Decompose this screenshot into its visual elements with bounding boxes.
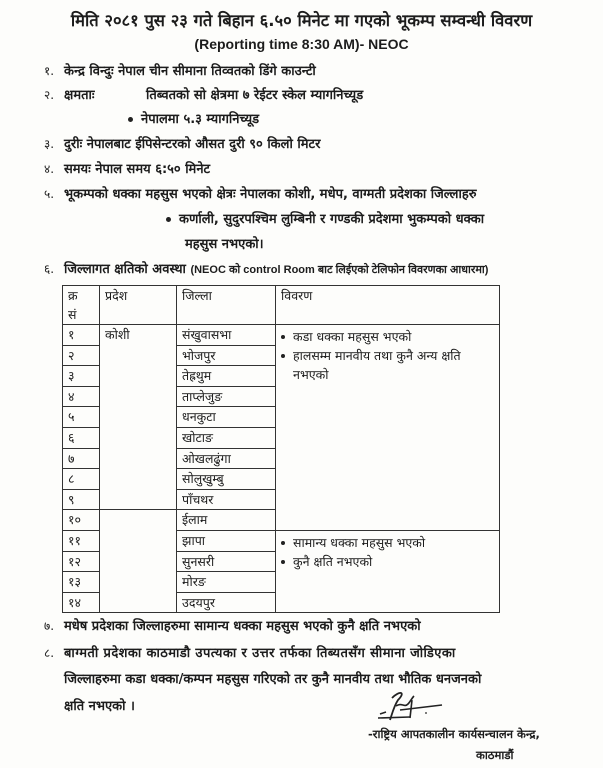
description-item [281, 533, 494, 552]
item-number: २. [44, 88, 55, 102]
item-text: दुरीः नेपालबाट ईपिसेन्टरको औसत दुरी ९० किलो मिटर [64, 137, 321, 152]
item-number: ४. [44, 162, 55, 176]
header-province: प्रदेश [100, 286, 177, 325]
issuing-city: काठमाडौं [476, 748, 514, 762]
description-text: कुनै क्षति नभएको [293, 553, 373, 569]
row-district: झापा [177, 530, 276, 551]
row-sn: ६ [63, 427, 100, 448]
table-row [63, 325, 500, 346]
item-text: मधेष प्रदेशका जिल्लाहरुमा सामान्य धक्का महसुस भएको कुनै क्षति नभएको [64, 619, 421, 634]
item-number: ३. [44, 137, 55, 151]
description-item [281, 552, 494, 571]
document-title: मिति २०८१ पुस २३ गते बिहान ६.५० मिनेट मा गएको भूकम्प सम्वन्धी विवरण [70, 11, 533, 30]
item-text: समयः नेपाल समय ६:५० मिनेट [64, 162, 211, 177]
table-header-row [63, 286, 500, 325]
item-5-bullet-cont: महसुस नभएको। [185, 237, 264, 252]
row-sn: १० [63, 510, 100, 531]
row-sn: ११ [63, 530, 100, 551]
header-sn-line2: सं [68, 307, 77, 322]
item-text: जिल्लागत क्षतिको अवस्था [64, 262, 186, 277]
item-text: केन्द्र विन्दुः नेपाल चीन सीमाना तिव्वतको डिंगे काउन्टी [64, 64, 316, 79]
row-sn: ५ [63, 407, 100, 428]
row-sn: ७ [63, 448, 100, 469]
bullet-icon [281, 335, 285, 339]
district-damage-table [62, 285, 500, 613]
row-description-group-1 [276, 325, 500, 531]
item-number: ५. [44, 187, 55, 201]
row-district: खोटाङ [177, 427, 276, 448]
item-7 [44, 616, 421, 634]
row-sn: २ [63, 345, 100, 366]
item-5-bullet [166, 209, 484, 227]
row-district: पाँचथर [177, 489, 276, 510]
item-2 [44, 85, 363, 103]
bullet-icon [166, 217, 171, 222]
row-description-group-2 [276, 530, 500, 612]
header-sn-line1: क्र [68, 288, 78, 303]
row-district: सोलुखुम्बु [177, 469, 276, 490]
item-6 [44, 259, 488, 277]
row-sn: १३ [63, 572, 100, 593]
row-district: तेह्रथुम [177, 366, 276, 387]
item-2-bullet [128, 109, 259, 127]
item-5 [44, 184, 477, 202]
item-8 [44, 643, 456, 661]
description-text: कडा धक्का महसुस भएको [293, 329, 412, 344]
row-district: धनकुटा [177, 407, 276, 428]
header-sn [63, 286, 100, 325]
row-district: भोजपुर [177, 345, 276, 366]
row-district: सुनसरी [177, 551, 276, 572]
bullet-icon [281, 541, 285, 545]
header-description: विवरण [276, 286, 500, 325]
item-number: ७. [44, 619, 55, 633]
item-3 [44, 134, 320, 152]
item-label: क्षमताः [64, 88, 95, 103]
row-province: कोशी [100, 325, 177, 510]
bullet-text: नेपालमा ५.३ म्यागनिच्यूड [141, 112, 260, 127]
row-sn: ८ [63, 469, 100, 490]
description-item [281, 346, 494, 384]
row-sn: १ [63, 325, 100, 346]
item-8-line2: जिल्लाहरुमा कडा धक्का/कम्पन महसुस गरिएको तर कुनै मानवीय तथा भौतिक धनजनको [64, 672, 482, 687]
row-sn: ९ [63, 489, 100, 510]
signature-icon [370, 688, 450, 724]
item-text: भूकम्पको धक्का महसुस भएको क्षेत्रः नेपालका कोशी, मधेप, वाग्मती प्रदेशका जिल्लाहरु [64, 187, 477, 202]
description-text: सामान्य धक्का महसुस भएको [293, 534, 426, 550]
row-district: संखुवासभा [177, 325, 276, 346]
header-district: जिल्ला [177, 286, 276, 325]
issuing-organization: -राष्ट्रिय आपतकालीन कार्यसन्चालन केन्द्र, [368, 727, 540, 741]
row-sn: १४ [63, 592, 100, 613]
bullet-icon [281, 560, 285, 564]
row-sn: १२ [63, 551, 100, 572]
row-province-empty [100, 510, 177, 613]
row-district: उदयपुर [177, 592, 276, 613]
item-8-line3: क्षति नभएको । [64, 699, 135, 714]
item-number: १. [44, 64, 55, 78]
row-sn: ४ [63, 386, 100, 407]
bullet-text: कर्णाली, सुदुरपश्चिम लुम्बिनी र गण्डकी प्रदेशमा भुकम्पको धक्का [179, 212, 485, 227]
row-district: ताप्लेजुङ [177, 386, 276, 407]
item-1 [44, 61, 316, 79]
row-district: ओखलढुंगा [177, 448, 276, 469]
item-4 [44, 159, 210, 177]
reporting-time: (Reporting time 8:30 AM)- NEOC [194, 36, 409, 52]
item-number: ८. [44, 646, 55, 660]
item-text-line1: बाग्मती प्रदेशका काठमाडौ उपत्यका र उत्तर तर्फका तिब्यतसँग सीमाना जोडिएका [64, 646, 456, 661]
item-note: (NEOC को control Room बाट लिईएको टेलिफोन विवरणका आधारमा) [190, 264, 489, 276]
bullet-icon [281, 354, 285, 358]
row-district: मोरङ [177, 572, 276, 593]
item-text: तिब्वतको सो क्षेत्रमा ७ रेईटर स्केल म्यागनिच्यूड [146, 88, 364, 103]
row-district: ईलाम [177, 510, 276, 531]
description-item [281, 327, 494, 346]
description-text: हालसम्म मानवीय तथा कुनै अन्य क्षति नभएको [293, 348, 461, 382]
bullet-icon [128, 117, 133, 122]
item-number: ६. [44, 262, 55, 276]
row-sn: ३ [63, 366, 100, 387]
